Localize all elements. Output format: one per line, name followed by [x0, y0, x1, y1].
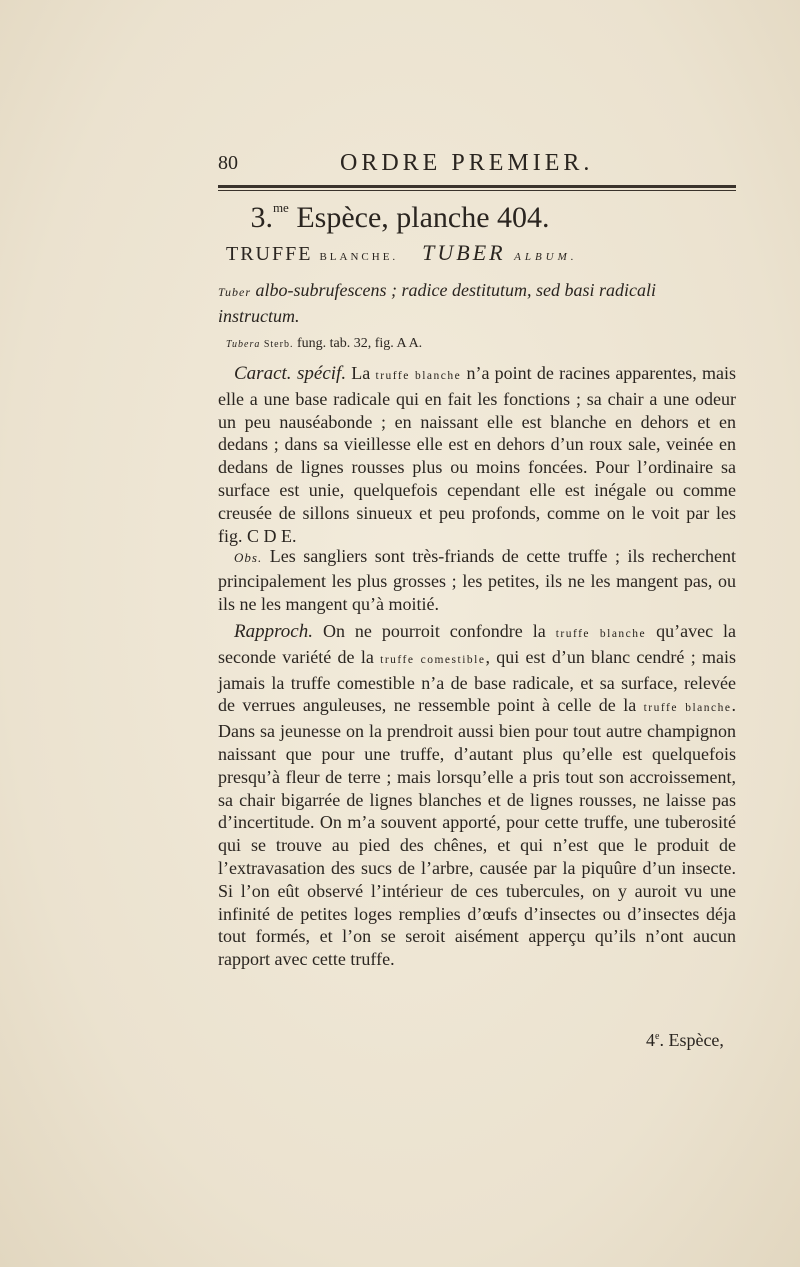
paragraph-lead: Obs.	[234, 550, 263, 565]
latin-name-epithet: ALBUM.	[514, 251, 578, 263]
header-rule-thin	[218, 190, 736, 191]
species-title-rest: Espèce, planche 404.	[288, 201, 550, 234]
catchword-text: . Espèce,	[659, 1030, 724, 1050]
paragraph-comparison	[218, 620, 736, 971]
paragraph-lead: Caract. spécif.	[234, 363, 347, 384]
header-rule-thick	[218, 185, 736, 188]
paragraph-text: La	[346, 363, 376, 383]
synonym-reference	[226, 336, 726, 352]
paragraph-text: . Dans sa jeunesse on la prendroit aussi bien pour tout autre champignon naissant que pour une truffe, d’autant plus qu’elle est quelquefois presqu’à fleur de terre ; mais lorsqu’elle a pris tout son accroissement, sa chair bigarrée de lignes blanches et de lignes rousses, ne laisse pas d’incertitude. On m’a souvent apporté, pour cette truffe, une tuberosité qui se trouve au pied des chênes, et qui n’est que le produit de l’extravasation des sucs de l’arbre, causée par la piquûre d’un insecte. Si l’on eût observé l’intérieur de ces tubercules, on y auroit vu une infinité de petites loges remplies d’œufs d’insectes ou d’insectes déja tout formés, et l’on se seroit aisément apperçu qu’ils n’ont aucun rapport avec cette truffe.	[218, 695, 736, 970]
latin-diagnosis	[218, 278, 738, 328]
catchword-sup: e	[655, 1031, 660, 1042]
french-name-epithet: BLANCHE.	[319, 251, 399, 263]
paragraph-text: n’a point de racines apparentes, mais elle a une base radicale qui en fait les fonctions ; sa chair a une odeur un peu nauséabonde ; en naissant elle est blanche en dehors et en dedans ; dans sa vieillesse elle est en dehors d’un roux sale, veinée en dedans de lignes rousses plus ou moins foncées. Pour l’ordinaire sa surface est unie, quelquefois cependant elle est inégale ou comme creusée de sillons sinueux et peu profonds, comme on le voit par les fig. C D E.	[218, 363, 736, 546]
small-caps-term: truffe comestible	[380, 653, 486, 666]
paragraph-observations	[218, 545, 736, 615]
paragraph-characters	[218, 362, 736, 547]
species-number: 3.	[250, 201, 273, 234]
diagnosis-genus: Tuber	[218, 285, 252, 299]
species-title	[0, 200, 800, 235]
diagnosis-text: albo-subrufescens ; radice destitutum, sed basi radicali instructum.	[218, 280, 656, 326]
small-caps-term: truffe blanche	[643, 702, 732, 715]
paragraph-text: , qui est d’un blanc cendré ; mais jamais la truffe comestible n’a de base radicale, et sa surface, relevée de verrues anguleuses, ne ressemble point à celle de la	[218, 646, 736, 716]
running-head: ORDRE PREMIER.	[340, 150, 594, 176]
species-number-sup: me	[272, 200, 289, 215]
small-caps-term: truffe blanche	[555, 628, 647, 640]
small-caps-term: truffe blanche	[375, 370, 462, 382]
french-name: TRUFFE	[226, 243, 320, 265]
paragraph-text: Les sangliers sont très-friands de cette truffe ; ils recherchent principalement les plus grosses ; les petites, ils ne les mangent pas, ou ils ne les mangent qu’à moitié.	[218, 546, 736, 614]
species-name-line	[226, 240, 746, 266]
paragraph-lead: Rapproch.	[234, 621, 313, 642]
page-number: 80	[218, 152, 238, 174]
catchword-number: 4	[646, 1030, 655, 1050]
catchword	[646, 1030, 724, 1051]
paragraph-text: qu’avec la seconde variété de la	[218, 621, 737, 667]
latin-name: TUBER	[422, 240, 515, 265]
synonym-author: Sterb.	[263, 339, 294, 350]
paragraph-text: On ne pourroit confondre la	[312, 621, 556, 641]
synonym-genus: Tubera	[226, 339, 261, 350]
page-header	[218, 150, 738, 184]
synonym-text: fung. tab. 32, fig. A A.	[293, 336, 423, 351]
